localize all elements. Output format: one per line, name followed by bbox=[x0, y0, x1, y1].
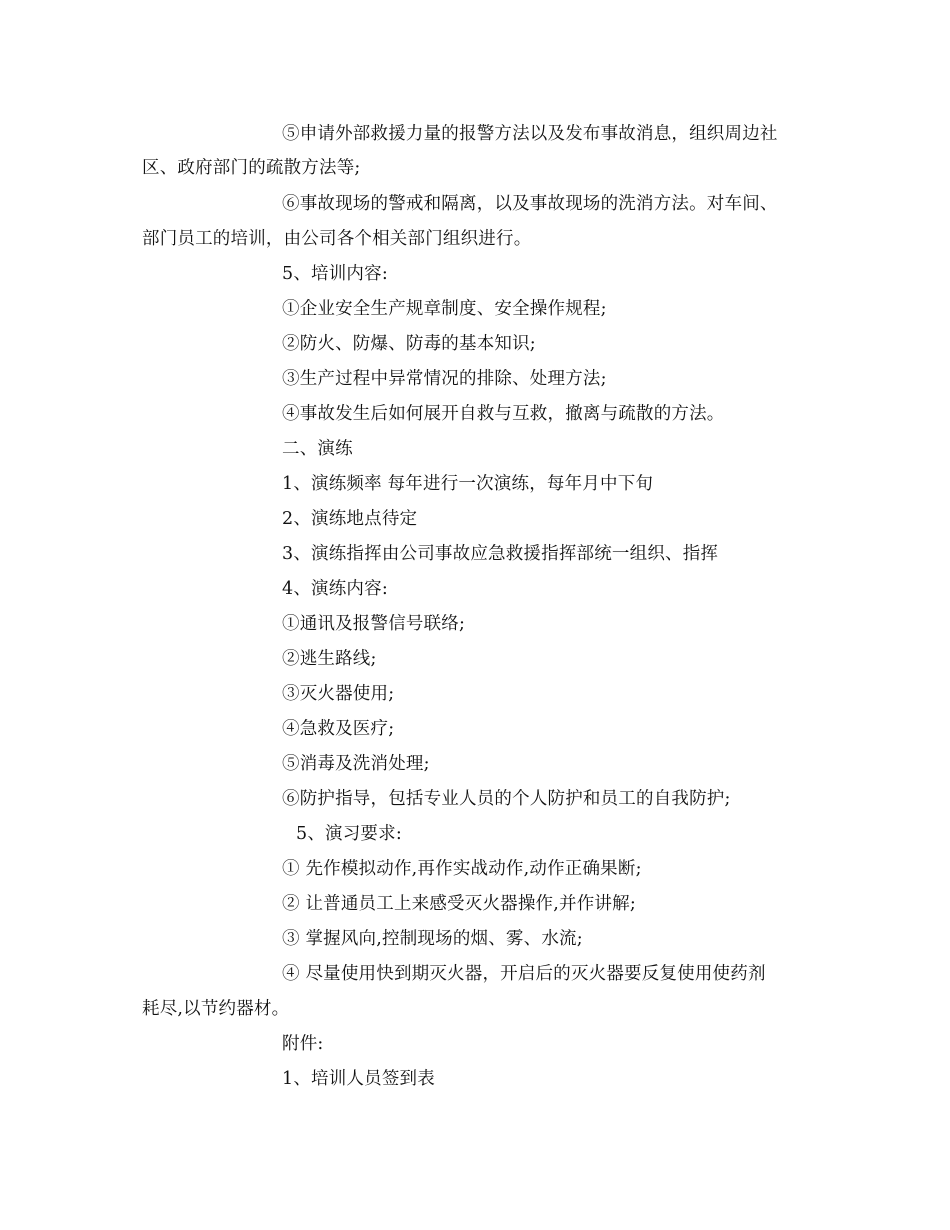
paragraph-line: 部门员工的培训，由公司各个相关部门组织进行。 bbox=[142, 229, 532, 249]
list-item: ② 让普通员工上来感受灭火器操作,并作讲解; bbox=[282, 894, 636, 914]
list-item: ③灭火器使用; bbox=[282, 684, 395, 704]
list-item: ③生产过程中异常情况的排除、处理方法; bbox=[282, 369, 607, 389]
list-item: ③ 掌握风向,控制现场的烟、雾、水流; bbox=[282, 929, 583, 949]
paragraph-line: 耗尽,以节约器材。 bbox=[142, 999, 290, 1019]
list-item: 1、演练频率 每年进行一次演练，每年月中下旬 bbox=[282, 474, 654, 494]
paragraph-line: 区、政府部门的疏散方法等; bbox=[142, 158, 361, 178]
paragraph-line: ⑤申请外部救援力量的报警方法以及发布事故消息，组织周边社 bbox=[282, 124, 778, 144]
list-item: ④ 尽量使用快到期灭火器，开启后的灭火器要反复使用使药剂 bbox=[282, 964, 766, 984]
section-heading: 4、演练内容: bbox=[282, 579, 388, 599]
list-item: ②防火、防爆、防毒的基本知识; bbox=[282, 334, 536, 354]
list-item: ⑥防护指导，包括专业人员的个人防护和员工的自我防护; bbox=[282, 789, 731, 809]
section-heading: 附件: bbox=[282, 1034, 324, 1054]
list-item: ①通讯及报警信号联络; bbox=[282, 614, 466, 634]
list-item: 3、演练指挥由公司事故应急救援指挥部统一组织、指挥 bbox=[282, 544, 719, 564]
list-item: ① 先作模拟动作,再作实战动作,动作正确果断; bbox=[282, 859, 642, 879]
list-item: 1、培训人员签到表 bbox=[282, 1069, 435, 1089]
list-item: ①企业安全生产规章制度、安全操作规程; bbox=[282, 299, 607, 319]
list-item: ⑤消毒及洗消处理; bbox=[282, 754, 430, 774]
section-heading: 二、演练 bbox=[282, 439, 353, 459]
section-heading: 5、培训内容: bbox=[282, 264, 388, 284]
paragraph-line: ⑥事故现场的警戒和隔离，以及事故现场的洗消方法。对车间、 bbox=[282, 194, 778, 214]
list-item: ④急救及医疗; bbox=[282, 719, 395, 739]
list-item: ④事故发生后如何展开自救与互救，撤离与疏散的方法。 bbox=[282, 404, 725, 424]
list-item: ②逃生路线; bbox=[282, 649, 377, 669]
list-item: 2、演练地点待定 bbox=[282, 509, 418, 529]
section-heading: 5、演习要求: bbox=[296, 824, 402, 844]
